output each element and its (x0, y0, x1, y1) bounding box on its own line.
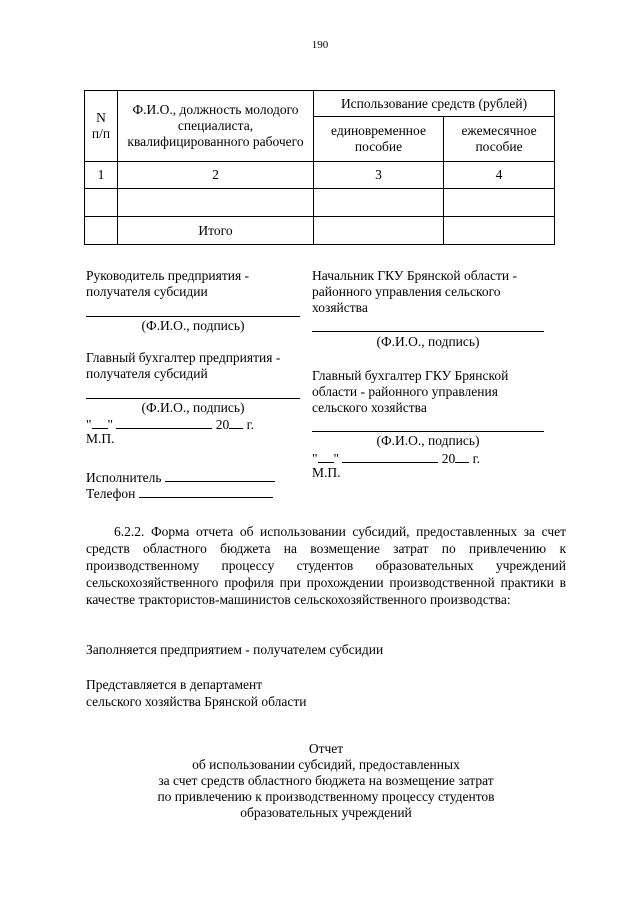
total-row (85, 217, 555, 245)
right-date-line (312, 449, 562, 467)
right-head-title: Начальник ГКУ Брянской области - районного управления сельского хозяйства (312, 268, 517, 315)
left-accountant-signature-line (86, 398, 300, 399)
day-blank (92, 415, 108, 429)
month-blank (116, 415, 212, 429)
right-head-signature-line (312, 331, 544, 332)
right-accountant-caption: (Ф.И.О., подпись) (376, 433, 480, 448)
left-date-line (86, 415, 311, 433)
header-monthly: ежемесячное пособие (444, 117, 555, 162)
quote-close: " (333, 451, 340, 466)
year-blank (455, 449, 469, 463)
empty-cell (85, 189, 118, 217)
year-prefix: 20 (215, 417, 230, 432)
index-cell: 3 (314, 162, 444, 189)
month-blank (342, 449, 438, 463)
year-suffix: г. (472, 451, 481, 466)
phone-blank (139, 484, 273, 498)
page-number: 190 (311, 39, 329, 51)
header-usage: Использование средств (рублей) (314, 91, 555, 117)
phone-line (86, 484, 311, 502)
empty-cell (314, 189, 444, 217)
empty-cell (85, 217, 118, 245)
header-onetime: единовременное пособие (314, 117, 444, 162)
executor-label: Исполнитель (86, 470, 162, 485)
left-head-title: Руководитель предприятия - получателя субсидии (86, 268, 250, 299)
empty-cell (444, 189, 555, 217)
executor-blank (165, 468, 275, 482)
index-row (85, 162, 555, 189)
empty-cell (118, 189, 314, 217)
quote-open: " (86, 417, 92, 432)
year-blank (229, 415, 243, 429)
quote-open: " (312, 451, 318, 466)
left-head-signature-line (86, 316, 300, 317)
left-head-caption: (Ф.И.О., подпись) (141, 318, 245, 333)
right-accountant-signature-line (312, 431, 544, 432)
header-name: Ф.И.О., должность молодого специалиста, квалифицированного рабочего (118, 91, 314, 162)
index-cell: 2 (118, 162, 314, 189)
year-prefix: 20 (441, 451, 456, 466)
filled-by-note: Заполняется предприятием - получателем субсидии (86, 642, 384, 657)
report-title: Отчет (308, 741, 344, 756)
quote-close: " (107, 417, 114, 432)
total-label: Итого (118, 217, 314, 245)
empty-row (85, 189, 555, 217)
submitted-to-note: Представляется в департамент сельского хозяйства Брянской области (86, 677, 307, 709)
right-head-caption: (Ф.И.О., подпись) (376, 334, 480, 349)
year-suffix: г. (246, 417, 255, 432)
section-paragraph: 6.2.2. Форма отчета об использовании субсидий, предоставленных за счет средств областного бюджета на возмещение затрат по привлечению к производственному процессу студентов образовательных учреждений сельскохозяйственного профиля при прохождении производственной практики в качестве трактористов-машинистов сельскохозяйственного производства: (86, 524, 566, 607)
report-subtitle: об использовании субсидий, предоставленных за счет средств областного бюджета на возмещение затрат по привлечению к производственному процессу студентов образовательных учреждений (157, 757, 495, 820)
left-stamp: М.П. (86, 431, 115, 446)
index-cell: 4 (444, 162, 555, 189)
day-blank (318, 449, 334, 463)
subsidy-usage-table (84, 90, 555, 245)
phone-label: Телефон (86, 486, 136, 501)
empty-cell (314, 217, 444, 245)
right-stamp: М.П. (312, 465, 341, 480)
left-accountant-caption: (Ф.И.О., подпись) (141, 400, 245, 415)
header-number: N п/п (85, 91, 118, 162)
index-cell: 1 (85, 162, 118, 189)
empty-cell (444, 217, 555, 245)
right-accountant-title: Главный бухгалтер ГКУ Брянской области - районного управления сельского хозяйства (312, 368, 509, 415)
left-accountant-title: Главный бухгалтер предприятия - получателя субсидий (86, 350, 281, 381)
